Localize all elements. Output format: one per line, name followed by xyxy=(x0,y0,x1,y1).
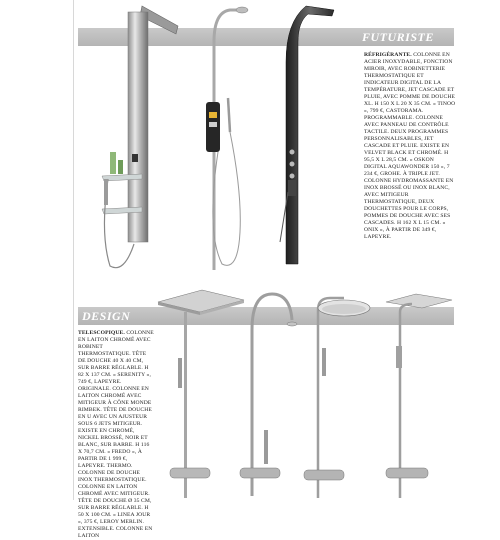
design-body: COLONNE EN LAITON CHROMÉ AVEC ROBINET THERMOSTATIQUE. TÊTE DE DOUCHE 40 X 40 CM, SUR BARRE RÉGLABLE. H 82 X 137 CM. « SERENITY », 749 €, LAPEYRE. ORIGINALE. COLONNE EN LAITON CHROMÉ AVEC MITIGEUR À CÔNE MONDE RIMBEK. TÊTE DE DOUCHE EN U AVEC UN AJUSTEUR SOUS 6 JETS MITIGEUR. EXISTE EN CHROMÉ, NICKEL BROSSÉ, NOIR ET BLANC, SUR BARRE. H 116 X 70,7 CM. « FREDO », À PARTIR DE 1 999 €, LAPEYRE. THERMO. COLONNE DE DOUCHE INOX THERMOSTATIQUE. COLONNE EN LAITON CHROMÉ AVEC MITIGEUR. TÊTE DE DOUCHE Ø 35 CM, SUR BARRE RÉGLABLE. H 50 X 100 CM. « LINEA JOUR », 375 €, LEROY MERLIN. EXTENSIBLE. COLONNE EN LAITON xyxy=(78,330,154,539)
design-description xyxy=(78,330,154,539)
design-lead: TELESCOPIQUE. xyxy=(78,330,127,336)
futurism-lead: RÉFRIGÉRANTE. xyxy=(364,52,414,58)
section-title-futurism: FUTURISTE xyxy=(362,30,434,44)
product-round-rain-column xyxy=(300,292,370,500)
product-curved-digital-column xyxy=(200,2,250,272)
page-margin-line xyxy=(73,0,74,500)
product-dark-column xyxy=(268,2,338,272)
product-square-rain-column xyxy=(150,288,245,500)
product-arched-column xyxy=(238,290,298,500)
section-title-design: DESIGN xyxy=(82,309,131,323)
futurism-body: COLONNE EN ACIER INOXYDABLE, FONCTION MIROIR, AVEC ROBINETTERIE THERMOSTATIQUE ET INDICATEUR DIGITAL DE LA TEMPÉRATURE, JET CASCADE ET PLUIE, AVEC POMME DE DOUCHE XL. H 150 X L 20 X 35 CM. « TINOO », 799 €, CASTORAMA. PROGRAMMABLE. COLONNE AVEC PANNEAU DE CONTRÔLE TACTILE. DEUX PROGRAMMES PERSONNALISABLES, JET CASCADE ET PLUIE. EXISTE EN VELVET BLACK ET CHROMÉ. H 95,5 X L 28,5 CM. « OSKON DIGITAL AQUAWONDER 150 », 7 234 €, GROHE. À TRIPLE JET. COLONNE HYDROMASSANTE EN INOX BROSSÉ OU INOX BLANC, AVEC MITIGEUR THERMOSTATIQUE, DEUX DOUCHETTES POUR LE CORPS, POMMES DE DOUCHE AVEC SES CASCADES. H 162 X L 15 CM. « ONIX », À PARTIR DE 349 €, LAPEYRE. xyxy=(364,52,456,240)
product-steel-panel-column xyxy=(98,4,178,272)
futurism-description xyxy=(364,52,456,298)
product-rectangular-head-column xyxy=(376,290,456,500)
